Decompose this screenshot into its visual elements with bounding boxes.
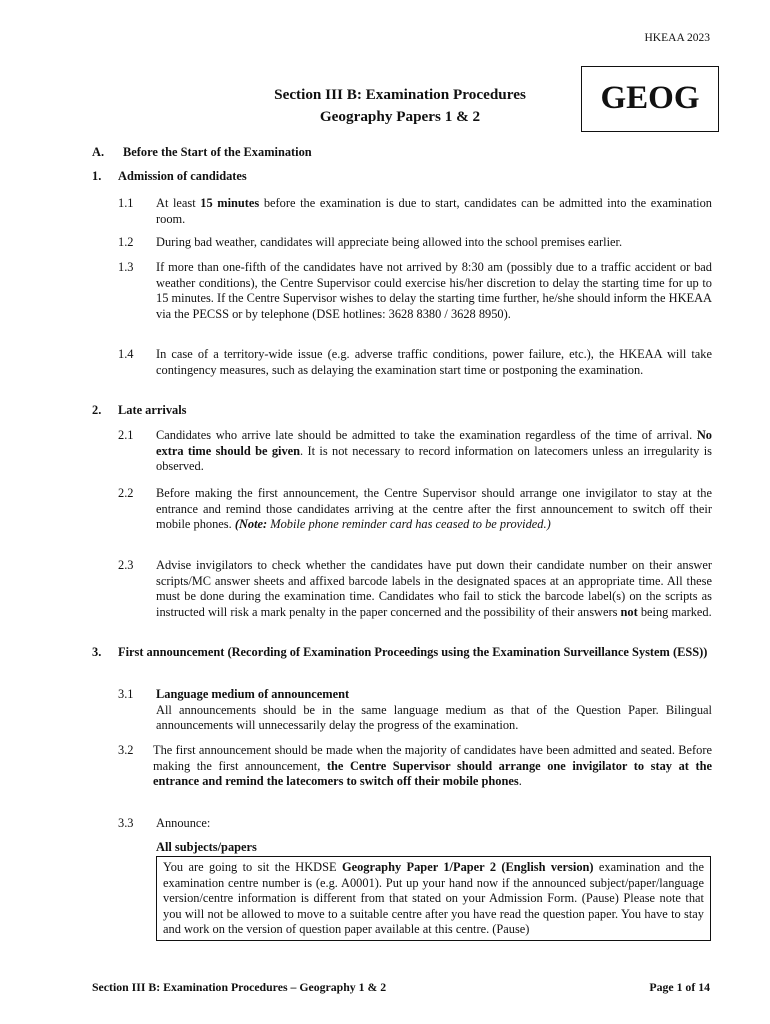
- clause-number: 2.1: [118, 428, 134, 442]
- section-a-heading: [92, 145, 312, 160]
- heading-number: 3.: [92, 645, 102, 659]
- clause-number: 1.3: [118, 260, 134, 274]
- heading-admission: [92, 169, 247, 184]
- clause-text: Announce:: [156, 816, 211, 830]
- clause-3-2: [118, 743, 712, 790]
- footer-title: Section III B: Examination Procedures – Geography 1 & 2: [92, 980, 387, 994]
- clause-2-2: [118, 486, 712, 533]
- heading-title: First announcement (Recording of Examination Proceedings using the Examination Surveillance System (ESS)): [118, 645, 708, 659]
- clause-text: Language medium of announcement All announcements should be in the same language medium as that of the Question Paper. Bilingual announcements will unnecessarily delay the progress of the examination.: [156, 687, 712, 733]
- clause-text: At least 15 minutes before the examination is due to start, candidates can be admitted into the examination room.: [156, 196, 712, 226]
- clause-text: During bad weather, candidates will appreciate being allowed into the school premises earlier.: [156, 235, 623, 249]
- clause-number: 3.2: [118, 743, 134, 757]
- clause-2-3: [118, 558, 712, 620]
- clause-text: Advise invigilators to check whether the candidates have put down their candidate number on their answer scripts/MC answer sheets and affixed barcode labels in the designated spaces at an appropriate time. All these must be done during the examination time. Candidates who fail to stick the barcode label(s) on the scripts as instructed will risk a mark penalty in the paper concerned and the possibility of their answers not being marked.: [156, 558, 712, 619]
- subheading-all-subjects: All subjects/papers: [156, 840, 257, 854]
- clause-1-3: [118, 260, 712, 322]
- clause-number: 3.3: [118, 816, 134, 830]
- section-a-number: A.: [92, 145, 105, 159]
- heading-title: Late arrivals: [118, 403, 187, 417]
- announcement-box: You are going to sit the HKDSE Geography Paper 1/Paper 2 (English version) examination and the examination centre number is (e.g. A0001). Put up your hand now if the announced subject/paper/language version/centre information is different from that stated on your Admission Form. (Pause) Please note that you will not be allowed to move to a suitable centre after you have read the question paper. You have to stay and work on the version of question paper available at this centre. (Pause): [156, 856, 711, 941]
- heading-first-announcement: [92, 645, 712, 661]
- heading-title: Admission of candidates: [118, 169, 247, 183]
- clause-number: 2.3: [118, 558, 134, 572]
- page-subtitle: Geography Papers 1 & 2: [319, 108, 481, 125]
- clause-text: In case of a territory-wide issue (e.g. adverse traffic conditions, power failure, etc.), the HKEAA will take contingency measures, such as delaying the examination start time or postponing the examination.: [156, 347, 712, 377]
- clause-number: 1.2: [118, 235, 134, 249]
- clause-3-1: [118, 687, 712, 734]
- header-tag: HKEAA 2023: [644, 32, 710, 44]
- section-a-title: Before the Start of the Examination: [123, 145, 312, 159]
- page-title: Section III B: Examination Procedures: [274, 86, 526, 103]
- clause-number: 1.1: [118, 196, 134, 210]
- subject-code-box: GEOG: [581, 66, 719, 132]
- clause-text: Before making the first announcement, the Centre Supervisor should arrange one invigilator to stay at the entrance and remind those candidates arriving at the centre after the first announcement to switch off their mobile phones. (Note: Mobile phone reminder card has ceased to be provided.): [156, 486, 712, 532]
- clause-text: If more than one-fifth of the candidates have not arrived by 8:30 am (possibly due to a traffic accident or bad weather conditions), the Centre Supervisor could exercise his/her discretion to delay the starting time for up to 15 minutes. If the Centre Supervisor wishes to delay the starting time further, he/she should inform the HKEAA via the PECSS or by telephone (DSE hotlines: 3628 8380 / 3628 8950).: [156, 260, 712, 321]
- heading-late-arrivals: [92, 403, 187, 418]
- clause-text: The first announcement should be made when the majority of candidates have been admitted and seated. Before making the first announcement, the Centre Supervisor should arrange one invigilator to stay at the entrance and remind the latecomers to switch off their mobile phones.: [153, 743, 712, 789]
- clause-2-1: [118, 428, 712, 475]
- clause-1-4: [118, 347, 712, 378]
- clause-1-1: [118, 196, 712, 227]
- page-number: Page 1 of 14: [649, 980, 710, 994]
- heading-number: 2.: [92, 403, 102, 417]
- heading-number: 1.: [92, 169, 102, 183]
- clause-number: 1.4: [118, 347, 134, 361]
- clause-3-3: [118, 816, 712, 832]
- clause-number: 3.1: [118, 687, 134, 701]
- clause-number: 2.2: [118, 486, 134, 500]
- clause-text: Candidates who arrive late should be admitted to take the examination regardless of the time of arrival. No extra time should be given. It is not necessary to record information on latecomers unless an irregularity is observed.: [156, 428, 712, 474]
- clause-1-2: [118, 235, 712, 251]
- clause-heading: Language medium of announcement: [156, 687, 350, 701]
